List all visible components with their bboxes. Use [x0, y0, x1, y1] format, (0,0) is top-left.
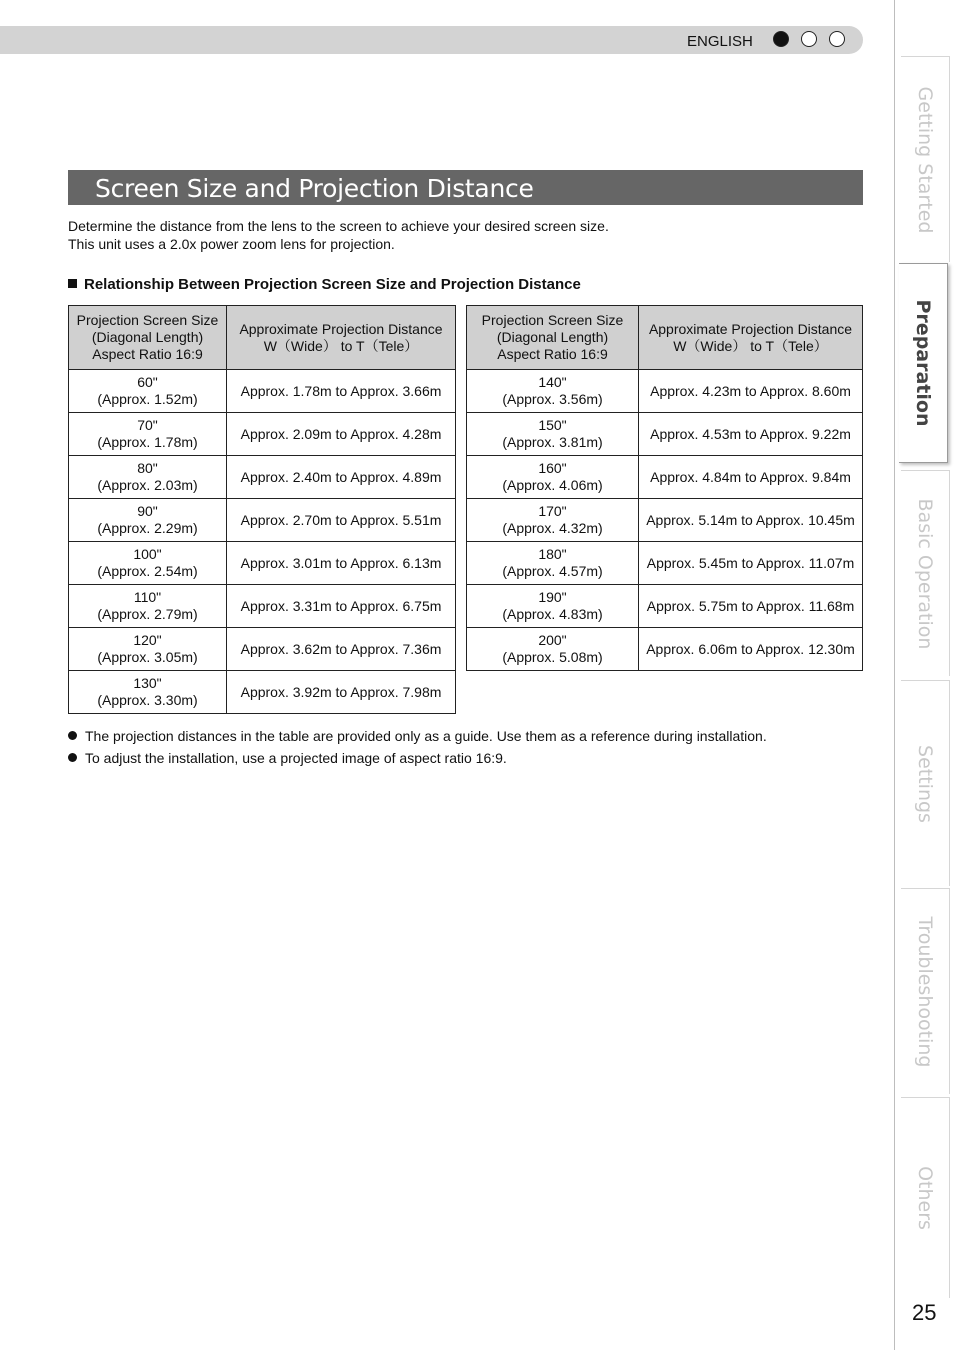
note-text: The projection distances in the table are provided only as a guide. Use them as a reference during installation.: [85, 728, 767, 744]
screen-size-inches: 70": [137, 417, 158, 433]
table-row: [467, 542, 863, 585]
screen-size-inches: 60": [137, 374, 158, 390]
screen-size-metric: (Approx. 1.78m): [97, 434, 198, 450]
bullet-icon: [68, 753, 77, 762]
tab-label: Getting Started: [914, 86, 936, 233]
screen-size-cell: [69, 542, 227, 585]
screen-size-metric: (Approx. 4.83m): [502, 606, 603, 622]
screen-size-metric: (Approx. 4.57m): [502, 563, 603, 579]
intro-line-2: This unit uses a 2.0x power zoom lens for projection.: [68, 236, 395, 252]
screen-size-metric: (Approx. 3.56m): [502, 391, 603, 407]
projection-distance-cell: Approx. 4.23m to Approx. 8.60m: [639, 370, 863, 413]
header-distance-line-1: Approximate Projection Distance: [648, 320, 853, 337]
screen-size-cell: [69, 585, 227, 628]
table-row: [69, 628, 456, 671]
tab-label: Troubleshooting: [914, 916, 936, 1067]
table-row: [69, 671, 456, 714]
header-projection-distance: [639, 306, 863, 370]
tab-label: Settings: [914, 744, 936, 823]
screen-size-inches: 120": [133, 632, 162, 648]
header-size-line-3: Aspect Ratio 16:9: [497, 346, 608, 362]
tab-others[interactable]: [901, 1097, 950, 1298]
table-row: [467, 499, 863, 542]
screen-size-metric: (Approx. 5.08m): [502, 649, 603, 665]
screen-size-inches: 130": [133, 675, 162, 691]
page-title: Screen Size and Projection Distance: [95, 174, 534, 203]
screen-size-inches: 150": [538, 417, 567, 433]
table-row: [467, 585, 863, 628]
screen-size-inches: 180": [538, 546, 567, 562]
note-text: To adjust the installation, use a projected image of aspect ratio 16:9.: [85, 750, 507, 766]
tab-preparation[interactable]: [899, 263, 948, 463]
projection-distance-cell: Approx. 3.01m to Approx. 6.13m: [227, 542, 456, 585]
language-label: ENGLISH: [687, 33, 753, 50]
screen-size-inches: 190": [538, 589, 567, 605]
projection-distance-cell: Approx. 6.06m to Approx. 12.30m: [639, 628, 863, 671]
screen-size-cell: [69, 671, 227, 714]
projection-distance-cell: Approx. 4.53m to Approx. 9.22m: [639, 413, 863, 456]
tab-getting-started[interactable]: [901, 56, 950, 262]
projection-distance-cell: Approx. 3.62m to Approx. 7.36m: [227, 628, 456, 671]
header-distance-line-2: W（Wide） to T（Tele）: [263, 337, 419, 354]
screen-size-metric: (Approx. 2.54m): [97, 563, 198, 579]
screen-size-inches: 170": [538, 503, 567, 519]
table-row: [467, 370, 863, 413]
tab-label: Basic Operation: [914, 498, 936, 649]
header-size-line-1: Projection Screen Size: [481, 312, 624, 328]
chapter-tabs: [894, 0, 954, 1350]
projection-distance-cell: Approx. 5.75m to Approx. 11.68m: [639, 585, 863, 628]
header-size-line-2: (Diagonal Length): [91, 329, 204, 345]
header-size-line-2: (Diagonal Length): [496, 329, 609, 345]
header-distance-line-1: Approximate Projection Distance: [239, 320, 443, 337]
page-number: 25: [912, 1300, 937, 1325]
screen-size-cell: [467, 456, 639, 499]
notes-list: [68, 725, 767, 769]
table-header-row: [69, 306, 456, 370]
intro-line-1: Determine the distance from the lens to the screen to achieve your desired screen size.: [68, 218, 609, 234]
table-row: [467, 628, 863, 671]
language-dot-1: [773, 31, 789, 47]
screen-size-cell: [467, 628, 639, 671]
header-projection-distance: [227, 306, 456, 370]
table-row: [69, 499, 456, 542]
projection-distance-cell: Approx. 5.45m to Approx. 11.07m: [639, 542, 863, 585]
header-distance-line-2: W（Wide） to T（Tele）: [673, 337, 828, 354]
screen-size-metric: (Approx. 1.52m): [97, 391, 198, 407]
screen-size-inches: 90": [137, 503, 158, 519]
intro-text: [68, 217, 609, 253]
header-size-line-3: Aspect Ratio 16:9: [92, 346, 203, 362]
table-row: [69, 585, 456, 628]
projection-distance-cell: Approx. 2.09m to Approx. 4.28m: [227, 413, 456, 456]
projection-distance-cell: Approx. 2.70m to Approx. 5.51m: [227, 499, 456, 542]
language-dot-3: [829, 31, 845, 47]
screen-size-metric: (Approx. 3.05m): [97, 649, 198, 665]
screen-size-inches: 140": [538, 374, 567, 390]
projection-distance-cell: Approx. 3.92m to Approx. 7.98m: [227, 671, 456, 714]
screen-size-cell: [69, 413, 227, 456]
screen-size-inches: 200": [538, 632, 567, 648]
screen-size-metric: (Approx. 2.79m): [97, 606, 198, 622]
header-screen-size: [69, 306, 227, 370]
language-dot-2: [801, 31, 817, 47]
screen-size-inches: 110": [133, 589, 162, 605]
tab-troubleshooting[interactable]: [901, 888, 950, 1094]
tab-basic-operation[interactable]: [901, 470, 950, 676]
screen-size-cell: [69, 499, 227, 542]
note-item: [68, 747, 767, 769]
table-row: [69, 542, 456, 585]
tab-label: Preparation: [912, 299, 934, 427]
screen-size-cell: [467, 370, 639, 413]
screen-size-metric: (Approx. 4.06m): [502, 477, 603, 493]
projection-distance-cell: Approx. 1.78m to Approx. 3.66m: [227, 370, 456, 413]
screen-size-cell: [467, 413, 639, 456]
table-row: [69, 370, 456, 413]
section-heading-text: Relationship Between Projection Screen Size and Projection Distance: [84, 276, 581, 293]
table-row: [69, 456, 456, 499]
table-row: [69, 413, 456, 456]
projection-distance-cell: Approx. 5.14m to Approx. 10.45m: [639, 499, 863, 542]
distance-table-left: [68, 305, 456, 714]
tab-settings[interactable]: [901, 680, 950, 886]
table-row: [467, 456, 863, 499]
table-header-row: [467, 306, 863, 370]
distance-table-right: [466, 305, 863, 671]
screen-size-metric: (Approx. 3.81m): [502, 434, 603, 450]
header-size-line-1: Projection Screen Size: [76, 312, 219, 328]
screen-size-metric: (Approx. 2.03m): [97, 477, 198, 493]
projection-distance-cell: Approx. 3.31m to Approx. 6.75m: [227, 585, 456, 628]
screen-size-cell: [69, 370, 227, 413]
screen-size-inches: 100": [133, 546, 162, 562]
screen-size-cell: [69, 456, 227, 499]
section-heading: [68, 276, 581, 293]
note-item: [68, 725, 767, 747]
screen-size-cell: [467, 499, 639, 542]
screen-size-inches: 160": [538, 460, 567, 476]
square-bullet-icon: [68, 279, 77, 288]
tab-label: Others: [914, 1166, 936, 1230]
screen-size-metric: (Approx. 3.30m): [97, 692, 198, 708]
screen-size-cell: [69, 628, 227, 671]
screen-size-inches: 80": [137, 460, 158, 476]
bullet-icon: [68, 731, 77, 740]
table-row: [467, 413, 863, 456]
header-screen-size: [467, 306, 639, 370]
title-bar: [68, 170, 863, 205]
screen-size-metric: (Approx. 4.32m): [502, 520, 603, 536]
projection-distance-cell: Approx. 4.84m to Approx. 9.84m: [639, 456, 863, 499]
screen-size-cell: [467, 542, 639, 585]
projection-distance-cell: Approx. 2.40m to Approx. 4.89m: [227, 456, 456, 499]
screen-size-metric: (Approx. 2.29m): [97, 520, 198, 536]
screen-size-cell: [467, 585, 639, 628]
